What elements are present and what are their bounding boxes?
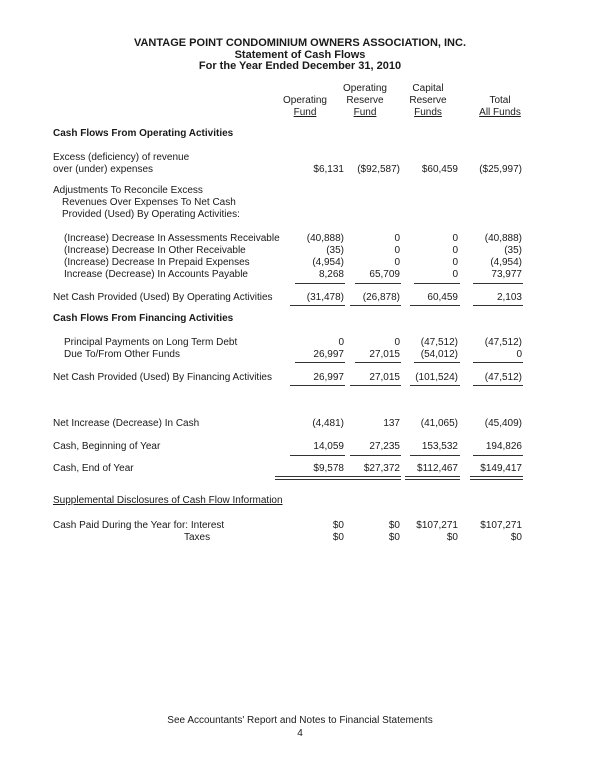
cell-excess-op-reserve: ($92,587) [357, 164, 400, 175]
row-label: Increase (Decrease) In Accounts Payable [64, 269, 248, 280]
grand-total-double-rule [275, 476, 345, 480]
cell-other-op-reserve: 0 [394, 245, 400, 256]
cell-payable-capital: 0 [452, 269, 458, 280]
column-header-line: Fund [293, 107, 317, 118]
row-label: Net Cash Provided (Used) By Operating Activities [53, 292, 273, 303]
row-label: (Increase) Decrease In Prepaid Expenses [64, 257, 250, 268]
cell-assess-total: (40,888) [484, 233, 522, 244]
column-header-line: Fund [353, 107, 377, 118]
cell-netinc-capital: (41,065) [420, 418, 458, 429]
cell-principal-operating: 0 [338, 337, 344, 348]
column-header-line: Operating [343, 83, 387, 94]
cell-netinc-total: (45,409) [484, 418, 522, 429]
total-rule [410, 385, 460, 386]
row-label: over (under) expenses [53, 164, 154, 175]
cell-netop-op-reserve: (26,878) [362, 292, 400, 303]
cell-taxes-op-reserve: $0 [388, 532, 400, 543]
row-label: Cash, Beginning of Year [53, 441, 161, 452]
cell-excess-operating: $6,131 [313, 164, 344, 175]
column-header-line: Funds [414, 107, 442, 118]
row-label: Cash, End of Year [53, 463, 134, 474]
cell-payable-operating: 8,268 [318, 269, 344, 280]
cell-prepaid-total: (4,954) [490, 257, 522, 268]
cell-excess-capital: $60,459 [421, 164, 458, 175]
cell-other-capital: 0 [452, 245, 458, 256]
cell-principal-total: (47,512) [484, 337, 522, 348]
subtotal-rule [414, 362, 460, 363]
page-number: 4 [297, 728, 303, 739]
column-header-line: Total [489, 95, 511, 106]
statement-period: For the Year Ended December 31, 2010 [198, 60, 402, 72]
cell-begin-op-reserve: 27,235 [369, 441, 400, 452]
total-rule [290, 385, 345, 386]
row-label: Revenues Over Expenses To Net Cash [62, 197, 236, 208]
cell-netfin-op-reserve: 27,015 [369, 372, 400, 383]
statement-title: Statement of Cash Flows [234, 49, 366, 61]
cell-excess-total: ($25,997) [479, 164, 522, 175]
cell-interest-operating: $0 [332, 520, 344, 531]
cell-interest-total: $107,271 [480, 520, 522, 531]
total-rule [473, 305, 523, 306]
section-operating-activities: Cash Flows From Operating Activities [53, 128, 234, 139]
cell-netop-operating: (31,478) [306, 292, 344, 303]
cell-other-operating: (35) [326, 245, 344, 256]
cell-end-operating: $9,578 [313, 463, 344, 474]
subtotal-rule [473, 455, 523, 456]
column-header-capital-reserve-funds [393, 83, 463, 119]
cell-assess-op-reserve: 0 [394, 233, 400, 244]
cell-assess-operating: (40,888) [306, 233, 344, 244]
section-supplemental-disclosures: Supplemental Disclosures of Cash Flow Information [53, 495, 283, 506]
cell-payable-op-reserve: 65,709 [369, 269, 400, 280]
cell-interest-capital: $107,271 [416, 520, 458, 531]
subtotal-rule [355, 362, 401, 363]
row-label: Provided (Used) By Operating Activities: [62, 209, 240, 220]
cell-end-op-reserve: $27,372 [363, 463, 400, 474]
column-header-line: Reserve [346, 95, 384, 106]
cell-dueto-capital: (54,012) [420, 349, 458, 360]
row-label: Principal Payments on Long Term Debt [64, 337, 238, 348]
cell-prepaid-op-reserve: 0 [394, 257, 400, 268]
total-rule [350, 385, 401, 386]
subtotal-rule [473, 283, 523, 284]
row-label: Adjustments To Reconcile Excess [53, 185, 203, 196]
subtotal-rule [295, 283, 345, 284]
subtotal-rule [350, 455, 401, 456]
row-label: Due To/From Other Funds [64, 349, 180, 360]
subtotal-rule [473, 362, 523, 363]
grand-total-double-rule [470, 476, 523, 480]
row-label: Excess (deficiency) of revenue [53, 152, 190, 163]
column-header-total-all-funds [465, 95, 535, 119]
cell-payable-total: 73,977 [491, 269, 522, 280]
subtotal-rule [290, 455, 345, 456]
cell-dueto-op-reserve: 27,015 [369, 349, 400, 360]
column-header-line: Operating [283, 95, 327, 106]
footer-note: See Accountants' Report and Notes to Financial Statements [167, 715, 433, 726]
total-rule [350, 305, 401, 306]
cell-netfin-capital: (101,524) [415, 372, 458, 383]
grand-total-double-rule [345, 476, 401, 480]
subtotal-rule [295, 362, 345, 363]
cell-netop-total: 2,103 [496, 292, 522, 303]
cell-prepaid-operating: (4,954) [312, 257, 344, 268]
cell-begin-total: 194,826 [485, 441, 522, 452]
cell-prepaid-capital: 0 [452, 257, 458, 268]
cell-end-capital: $112,467 [417, 463, 458, 474]
cell-begin-operating: 14,059 [313, 441, 344, 452]
subtotal-rule [410, 455, 460, 456]
cell-other-total: (35) [504, 245, 522, 256]
cell-netfin-operating: 26,997 [313, 372, 344, 383]
row-label: (Increase) Decrease In Assessments Receivable [64, 233, 280, 244]
total-rule [473, 385, 523, 386]
row-label: Net Increase (Decrease) In Cash [53, 418, 200, 429]
grand-total-double-rule [405, 476, 460, 480]
org-name: VANTAGE POINT CONDOMINIUM OWNERS ASSOCIATION, INC. [133, 37, 467, 49]
cell-dueto-total: 0 [516, 349, 522, 360]
row-label: (Increase) Decrease In Other Receivable [64, 245, 246, 256]
cell-taxes-operating: $0 [332, 532, 344, 543]
cell-netinc-op-reserve: 137 [383, 418, 400, 429]
column-header-line: All Funds [479, 107, 521, 118]
row-label: Taxes [184, 532, 211, 543]
subtotal-rule [414, 283, 460, 284]
cell-begin-capital: 153,532 [421, 441, 458, 452]
column-header-operating-reserve-fund [330, 83, 400, 119]
subtotal-rule [355, 283, 401, 284]
cell-netop-capital: 60,459 [427, 292, 458, 303]
cell-end-total: $149,417 [480, 463, 522, 474]
cell-netinc-operating: (4,481) [312, 418, 344, 429]
section-financing-activities: Cash Flows From Financing Activities [53, 313, 234, 324]
cell-netfin-total: (47,512) [484, 372, 522, 383]
row-label: Net Cash Provided (Used) By Financing Activities [53, 372, 272, 383]
total-rule [410, 305, 460, 306]
cell-principal-op-reserve: 0 [394, 337, 400, 348]
cell-taxes-total: $0 [510, 532, 522, 543]
cell-principal-capital: (47,512) [420, 337, 458, 348]
column-header-line: Capital [412, 83, 444, 94]
cell-assess-capital: 0 [452, 233, 458, 244]
cell-taxes-capital: $0 [446, 532, 458, 543]
cell-dueto-operating: 26,997 [313, 349, 344, 360]
total-rule [290, 305, 345, 306]
cell-interest-op-reserve: $0 [388, 520, 400, 531]
row-label: Cash Paid During the Year for: Interest [53, 520, 225, 531]
column-header-line: Reserve [409, 95, 447, 106]
